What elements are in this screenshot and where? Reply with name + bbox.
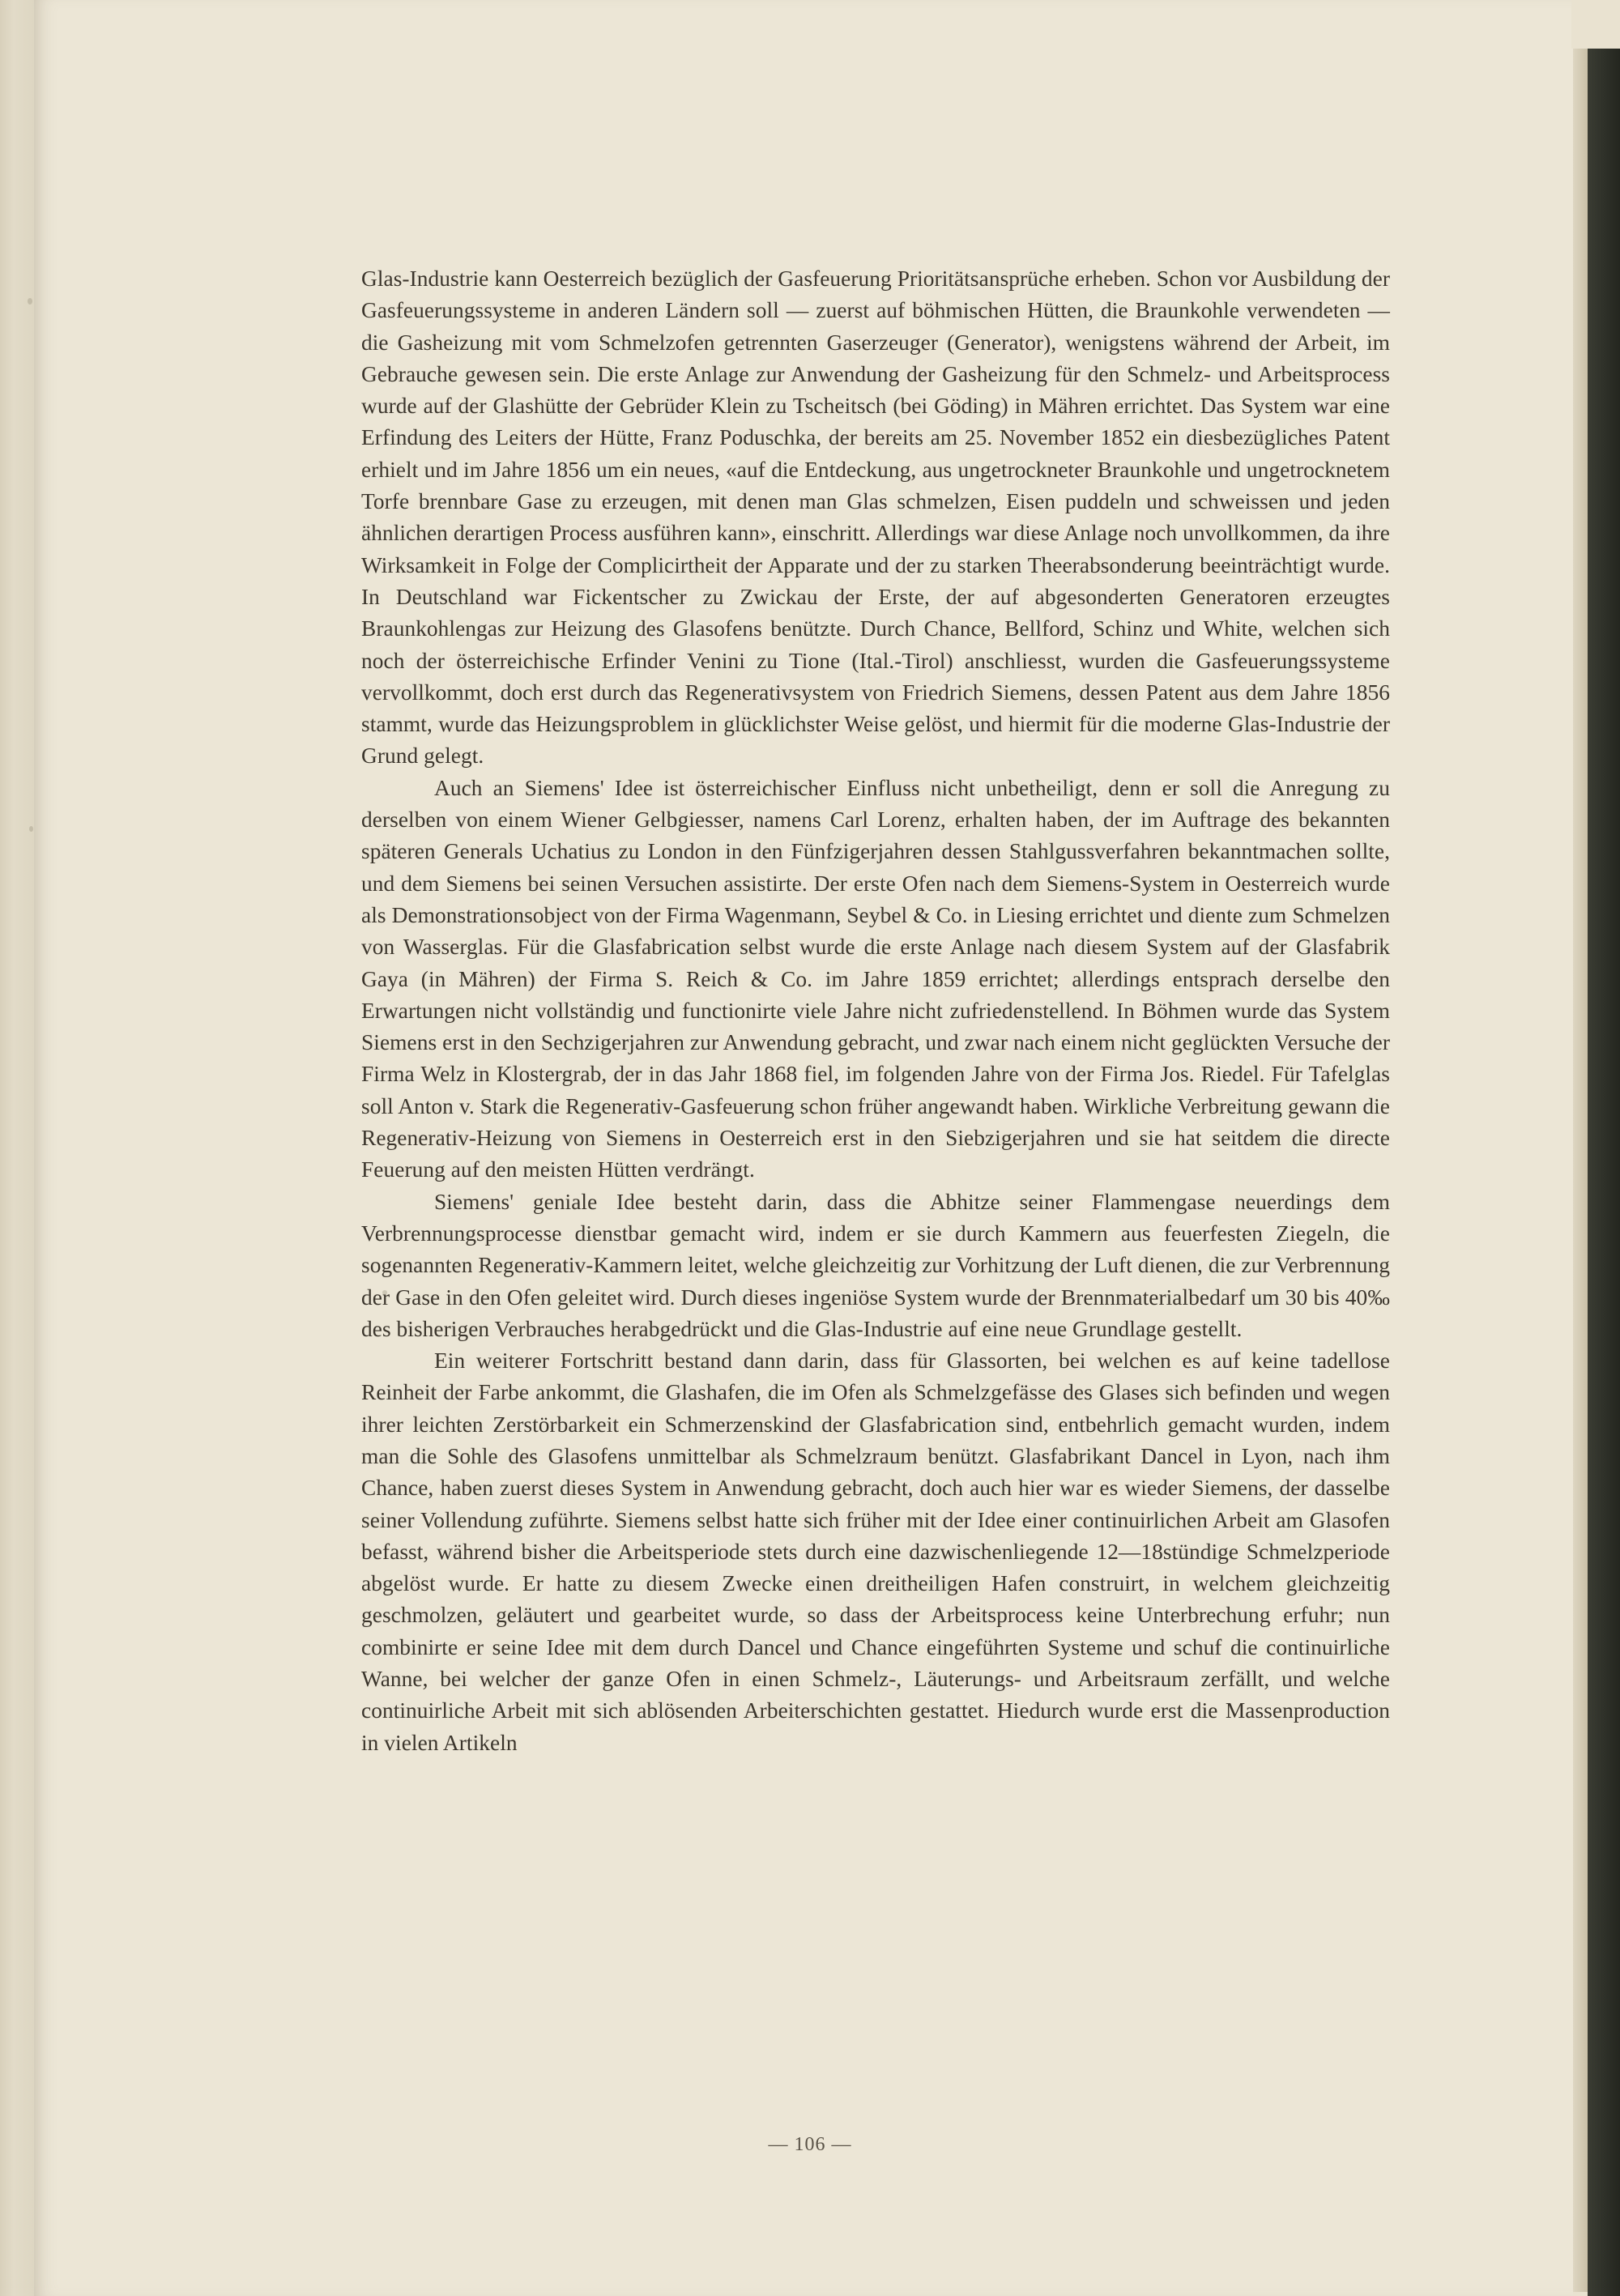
paragraph: Siemens' geniale Idee besteht darin, dass die Abhitze seiner Flammengase neuerdings dem Verbrennungsprocesse dienstbar gemacht wird, indem er sie durch Kammern aus feuerfesten Ziegeln, die sogenannten Regenerativ-Kammern leitet, welche gleichzeitig zur Vorhitzung der Luft dienen, die zur Verbrennung der Gase in den Ofen geleitet wird. Durch dieses ingeniöse System wurde der Brennmaterialbedarf um 30 bis 40‰ des bisherigen Verbrauches herabgedrückt und die Glas-Industrie auf eine neue Grundlage gestellt. bbox=[361, 1189, 1390, 1341]
page-corner bbox=[1571, 0, 1620, 49]
binding-gutter bbox=[0, 0, 34, 2296]
body-text bbox=[361, 263, 1390, 1759]
page-fore-edge bbox=[1573, 49, 1588, 2292]
paragraph: Ein weiterer Fortschritt bestand dann darin, dass für Glassorten, bei welchen es auf keine tadellose Reinheit der Farbe ankommt, die Glashafen, die im Ofen als Schmelzgefässe des Glases sich befinden und wegen ihrer leichten Zerstörbarkeit ein Schmerzenskind der Glasfabrication sind, entbehrlich gemacht wurden, indem man die Sohle des Glasofens unmittelbar als Schmelzraum benützt. Glasfabrikant Dancel in Lyon, nach ihm Chance, haben zuerst dieses System in Anwendung gebracht, doch auch hier war es wieder Siemens, der dasselbe seiner Vollendung zuführte. Siemens selbst hatte sich früher mit der Idee einer continuirlichen Arbeit am Glasofen befasst, während bisher die Arbeitsperiode stets durch eine dazwischenliegende 12—18stündige Schmelzperiode abgelöst wurde. Er hatte zu diesem Zwecke einen dreitheiligen Hafen construirt, in welchem gleichzeitig geschmolzen, geläutert und gearbeitet wurde, so dass der Arbeitsprocess keine Unterbrechung erfuhr; nun combinirte er seine Idee mit dem durch Dancel und Chance eingeführten Systeme und schuf die continuirliche Wanne, bei welcher der ganze Ofen in einen Schmelz-, Läuterungs- und Arbeitsraum zerfällt, und welche continuirliche Arbeit mit sich ablösenden Arbeiterschichten gestattet. Hiedurch wurde erst die Massenproduction in vielen Artikeln bbox=[361, 1348, 1390, 1755]
book-cover-edge bbox=[1588, 0, 1620, 2296]
paper-speck bbox=[29, 826, 33, 832]
page-number: — 106 — bbox=[768, 2134, 852, 2155]
paragraph: Glas-Industrie kann Oesterreich bezüglich der Gasfeuerung Prioritätsansprüche erheben. Schon vor Ausbildung der Gasfeuerungssysteme in anderen Ländern soll — zuerst auf böhmischen Hütten, die Braunkohle verwendeten — die Gasheizung mit vom Schmelzofen getrennten Gaserzeuger (Generator), wenigstens während der Arbeit, im Gebrauche gewesen sein. Die erste Anlage zur Anwendung der Gasheizung für den Schmelz- und Arbeitsprocess wurde auf der Glashütte der Gebrüder Klein zu Tscheitsch (bei Göding) in Mähren errichtet. Das System war eine Erfindung des Leiters der Hütte, Franz Poduschka, der bereits am 25. November 1852 ein diesbezügliches Patent erhielt und im Jahre 1856 um ein neues, «auf die Entdeckung, aus ungetrockneter Braunkohle und ungetrocknetem Torfe brennbare Gase zu erzeugen, mit denen man Glas schmelzen, Eisen puddeln und schweissen und jeden ähnlichen derartigen Process ausführen kann», einschritt. Allerdings war diese Anlage noch unvollkommen, da ihre Wirksamkeit in Folge der Complicirtheit der Apparate und der zu starken Theerabsonderung beeinträchtigt wurde. In Deutschland war Fickentscher zu Zwickau der Erste, der auf abgesonderten Generatoren erzeugtes Braunkohlengas zur Heizung des Glasofens benützte. Durch Chance, Bellford, Schinz und White, welchen sich noch der österreichische Erfinder Venini zu Tione (Ital.-Tirol) anschliesst, wurden die Gasfeuerungssysteme vervollkommt, doch erst durch das Regenerativsystem von Friedrich Siemens, dessen Patent aus dem Jahre 1856 stammt, wurde das Heizungsproblem in glücklichster Weise gelöst, und hiermit für die moderne Glas-Industrie der Grund gelegt. bbox=[361, 266, 1390, 769]
paper-speck bbox=[28, 298, 32, 305]
paragraph: Auch an Siemens' Idee ist österreichischer Einfluss nicht unbetheiligt, denn er soll die Anregung zu derselben von einem Wiener Gelbgiesser, namens Carl Lorenz, erhalten haben, der im Auftrage des bekannten späteren Generals Uchatius zu London in den Fünfzigerjahren dessen Stahlgussverfahren bekanntmachen sollte, und dem Siemens bei seinen Versuchen assistirte. Der erste Ofen nach dem Siemens-System in Oesterreich wurde als Demonstrationsobject von der Firma Wagenmann, Seybel & Co. in Liesing errichtet und diente zum Schmelzen von Wasserglas. Für die Glasfabrication selbst wurde die erste Anlage nach diesem System auf der Glasfabrik Gaya (in Mähren) der Firma S. Reich & Co. im Jahre 1859 errichtet; allerdings entsprach derselbe den Erwartungen nicht vollständig und functionirte viele Jahre nicht zufriedenstellend. In Böhmen wurde das System Siemens erst in den Sechzigerjahren zur Anwendung gebracht, und zwar nach einem nicht geglückten Versuche der Firma Welz in Klostergrab, der in das Jahr 1868 fiel, im folgenden Jahre von der Firma Jos. Riedel. Für Tafelglas soll Anton v. Stark die Regenerativ-Gasfeuerung schon früher angewandt haben. Wirkliche Verbreitung gewann die Regenerativ-Heizung von Siemens in Oesterreich erst in den Siebzigerjahren und sie hat seitdem die directe Feuerung auf den meisten Hütten verdrängt. bbox=[361, 775, 1390, 1182]
